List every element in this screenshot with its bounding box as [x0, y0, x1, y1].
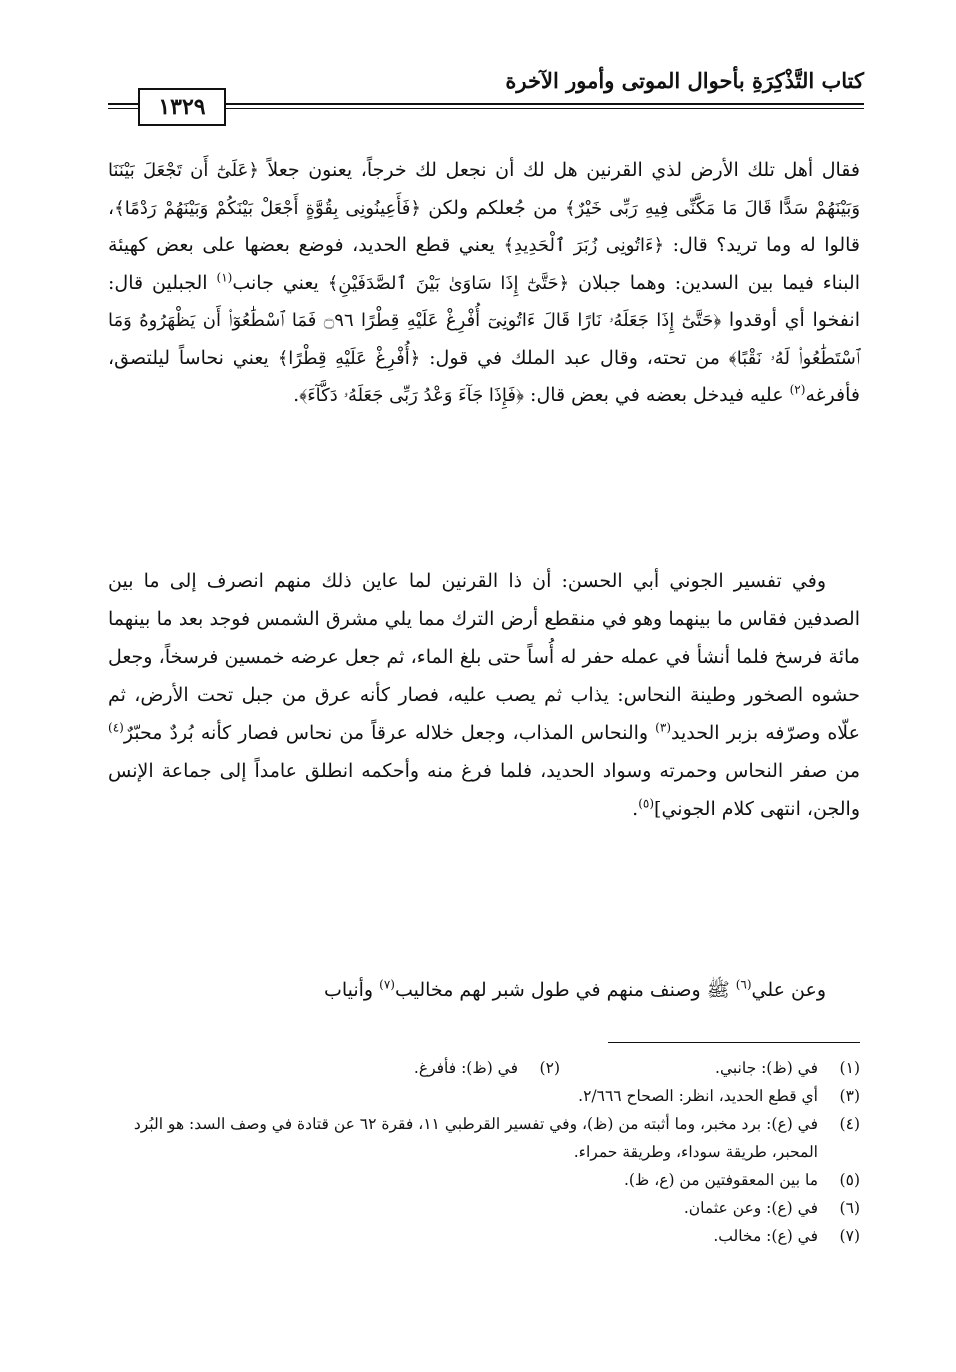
footnote-ref-7[interactable]: (٧)	[379, 977, 395, 992]
honorific-glyph: ﷺ	[706, 979, 730, 1001]
p3-text-1: وعن علي	[751, 979, 826, 1001]
footnote-ref-1[interactable]: (١)	[216, 270, 233, 285]
footnote-ref-3[interactable]: (٣)	[655, 720, 671, 735]
footnote-ref-4[interactable]: (٤)	[108, 720, 124, 735]
p1-text-6: الجبلين قال: انفخوا أي أوقدوا	[108, 271, 860, 331]
running-header-title: كتاب التَّذْكِرَةِ بأحوال الموتى وأمور الآخرة	[505, 68, 864, 93]
paragraph-2	[108, 562, 860, 828]
footnote-number: (٢)	[539, 1059, 560, 1077]
p3-text-2: وصنف منهم في طول شبر لهم مخاليب	[394, 979, 701, 1001]
footnotes	[108, 1054, 860, 1250]
quran-verse-5: ﴿حَتَّىٰٓ إِذَا جَعَلَهُۥ نَارًا قَالَ ءَاتُونِىٓ أُفْرِغْ عَلَيْهِ قِطْرًا ۝٩٦ فَمَا ٱسْطَٰعُوٓا۟ أَن يَظْهَرُوهُ وَمَا ٱسْتَطَٰعُوا۟ لَهُۥ نَقْبًا﴾	[108, 310, 860, 369]
footnote-number: (٥)	[839, 1171, 860, 1189]
p1-text-4: يعني قطع الحديد، فوضع بعضها على بعض كهيئة البناء فيما بين السدين: وهما جبلان	[108, 234, 860, 294]
p1-text-7: من تحته، وقال عبد الملك في قول:	[429, 346, 720, 369]
p2-text-3: من صفر النحاس وحمرته وسواد الحديد، فلما فرغ منه وأحكمه انطلق عامداً إلى جماعة الإنس والجن، انتهى كلام الجوني]	[108, 760, 860, 820]
footnote-text: في (ظ): جانبي.	[715, 1059, 818, 1077]
footnote-3	[108, 1082, 860, 1110]
footnote-text: في (ع): وعن عثمان.	[683, 1199, 818, 1217]
p1-text-8: يعني نحاساً ليلتصق، فأفرغه	[108, 346, 860, 406]
p1-text-9: عليه فيدخل بعضه في بعض قال:	[530, 384, 784, 406]
p1-text-5: يعني جانب	[232, 271, 319, 294]
footnote-5	[108, 1166, 860, 1194]
footnote-number: (٦)	[839, 1199, 860, 1217]
footnote-ref-5[interactable]: (٥)	[638, 796, 655, 811]
p2-text-2: والنحاس المذاب، وجعل خلاله عرقاً من نحاس فصار كأنه بُردٌ محبّرٌ	[123, 722, 649, 744]
footnote-text: في (ع): برد مخبر، وما أثبته من (ظ)، وفي تفسير القرطبي ١١، فقرة ٦٢ عن قتادة في وصف السد: هو البُرد المحبر، طريقة سوداء، وطريقة حمراء.	[133, 1115, 818, 1161]
footnote-text: في (ظ): فأفرغ.	[413, 1059, 518, 1077]
footnote-1	[715, 1054, 860, 1082]
footnote-separator	[608, 1042, 860, 1043]
p1-text-2: من جُعلكم ولكن	[428, 196, 558, 219]
footnote-number: (١)	[839, 1059, 860, 1077]
footnote-number: (٤)	[839, 1115, 860, 1133]
footnote-ref-2[interactable]: (٢)	[789, 382, 806, 397]
p2-text-1: وفي تفسير الجوني أبي الحسن: أن ذا القرنين لما عاين ذلك منهم انصرف إلى ما بين الصدفين فقاس ما بينهما وهو في منقطع أرض الترك مما يلي مشرق الشمس فوجد بعد ما بينهما مائة فرسخ فلما أنشأ في عمله حفر له أُساً حتى بلغ الماء، ثم جعل عرضه خمسين فرسخاً، وجعل حشوه الصخور وطينة النحاس: يذاب ثم يصب عليه، فصار كأنه عرق من جبل تحت الأرض، ثم علّاه وصرّفه بزبر الحديد	[108, 570, 860, 744]
footnote-6	[108, 1194, 860, 1222]
footnote-2	[414, 1054, 560, 1082]
footnote-number: (٣)	[839, 1087, 860, 1105]
p1-text-1: فقال أهل تلك الأرض لذي القرنين هل لك أن نجعل لك خرجاً، يعنون جعلاً	[267, 159, 860, 181]
footnote-text: أي قطع الحديد، انظر: الصحاح ٢/٦٦٦.	[578, 1087, 818, 1105]
p1-text-10: .	[293, 384, 300, 406]
paragraph-3	[108, 972, 860, 1009]
page-number: ١٣٢٩	[138, 88, 226, 126]
footnote-ref-6[interactable]: (٦)	[735, 977, 752, 992]
footnote-number: (٧)	[839, 1227, 860, 1245]
quran-verse-2: ﴿فَأَعِينُونِى بِقُوَّةٍ أَجْعَلْ بَيْنَكُمْ وَبَيْنَهُمْ رَدْمًا﴾	[114, 197, 421, 219]
paragraph-1	[108, 152, 860, 415]
quran-verse-1: ﴿عَلَىٰٓ أَن تَجْعَلَ بَيْنَنَا وَبَيْنَهُمْ سَدًّا قَالَ مَا مَكَّنِّى فِيهِ رَبِّى خَيْرٌ﴾	[108, 160, 861, 219]
p3-text-3: وأنياب	[323, 979, 374, 1001]
quran-verse-7: ﴿فَإِذَا جَآءَ وَعْدُ رَبِّى جَعَلَهُۥ دَكَّآءَ﴾	[299, 385, 524, 406]
footnote-7	[108, 1222, 860, 1250]
p2-text-4: .	[632, 798, 639, 820]
quran-verse-4: ﴿حَتَّىٰٓ إِذَا سَاوَىٰ بَيْنَ ٱلصَّدَفَيْنِ﴾	[327, 272, 570, 294]
p1-text-3: ، قالوا له وما تريد؟ قال:	[108, 196, 861, 256]
footnote-text: في (ع): مخالب.	[713, 1227, 818, 1245]
footnote-row-1-2	[108, 1054, 860, 1082]
footnote-text: ما بين المعقوفتين من (ع، ظ).	[623, 1171, 818, 1189]
quran-verse-6: ﴿أُفْرِغْ عَلَيْهِ قِطْرًا﴾	[277, 347, 421, 369]
footnote-4	[108, 1110, 860, 1166]
quran-verse-3: ﴿ءَاتُونِى زُبَرَ ٱلْحَدِيدِ﴾	[503, 235, 665, 256]
